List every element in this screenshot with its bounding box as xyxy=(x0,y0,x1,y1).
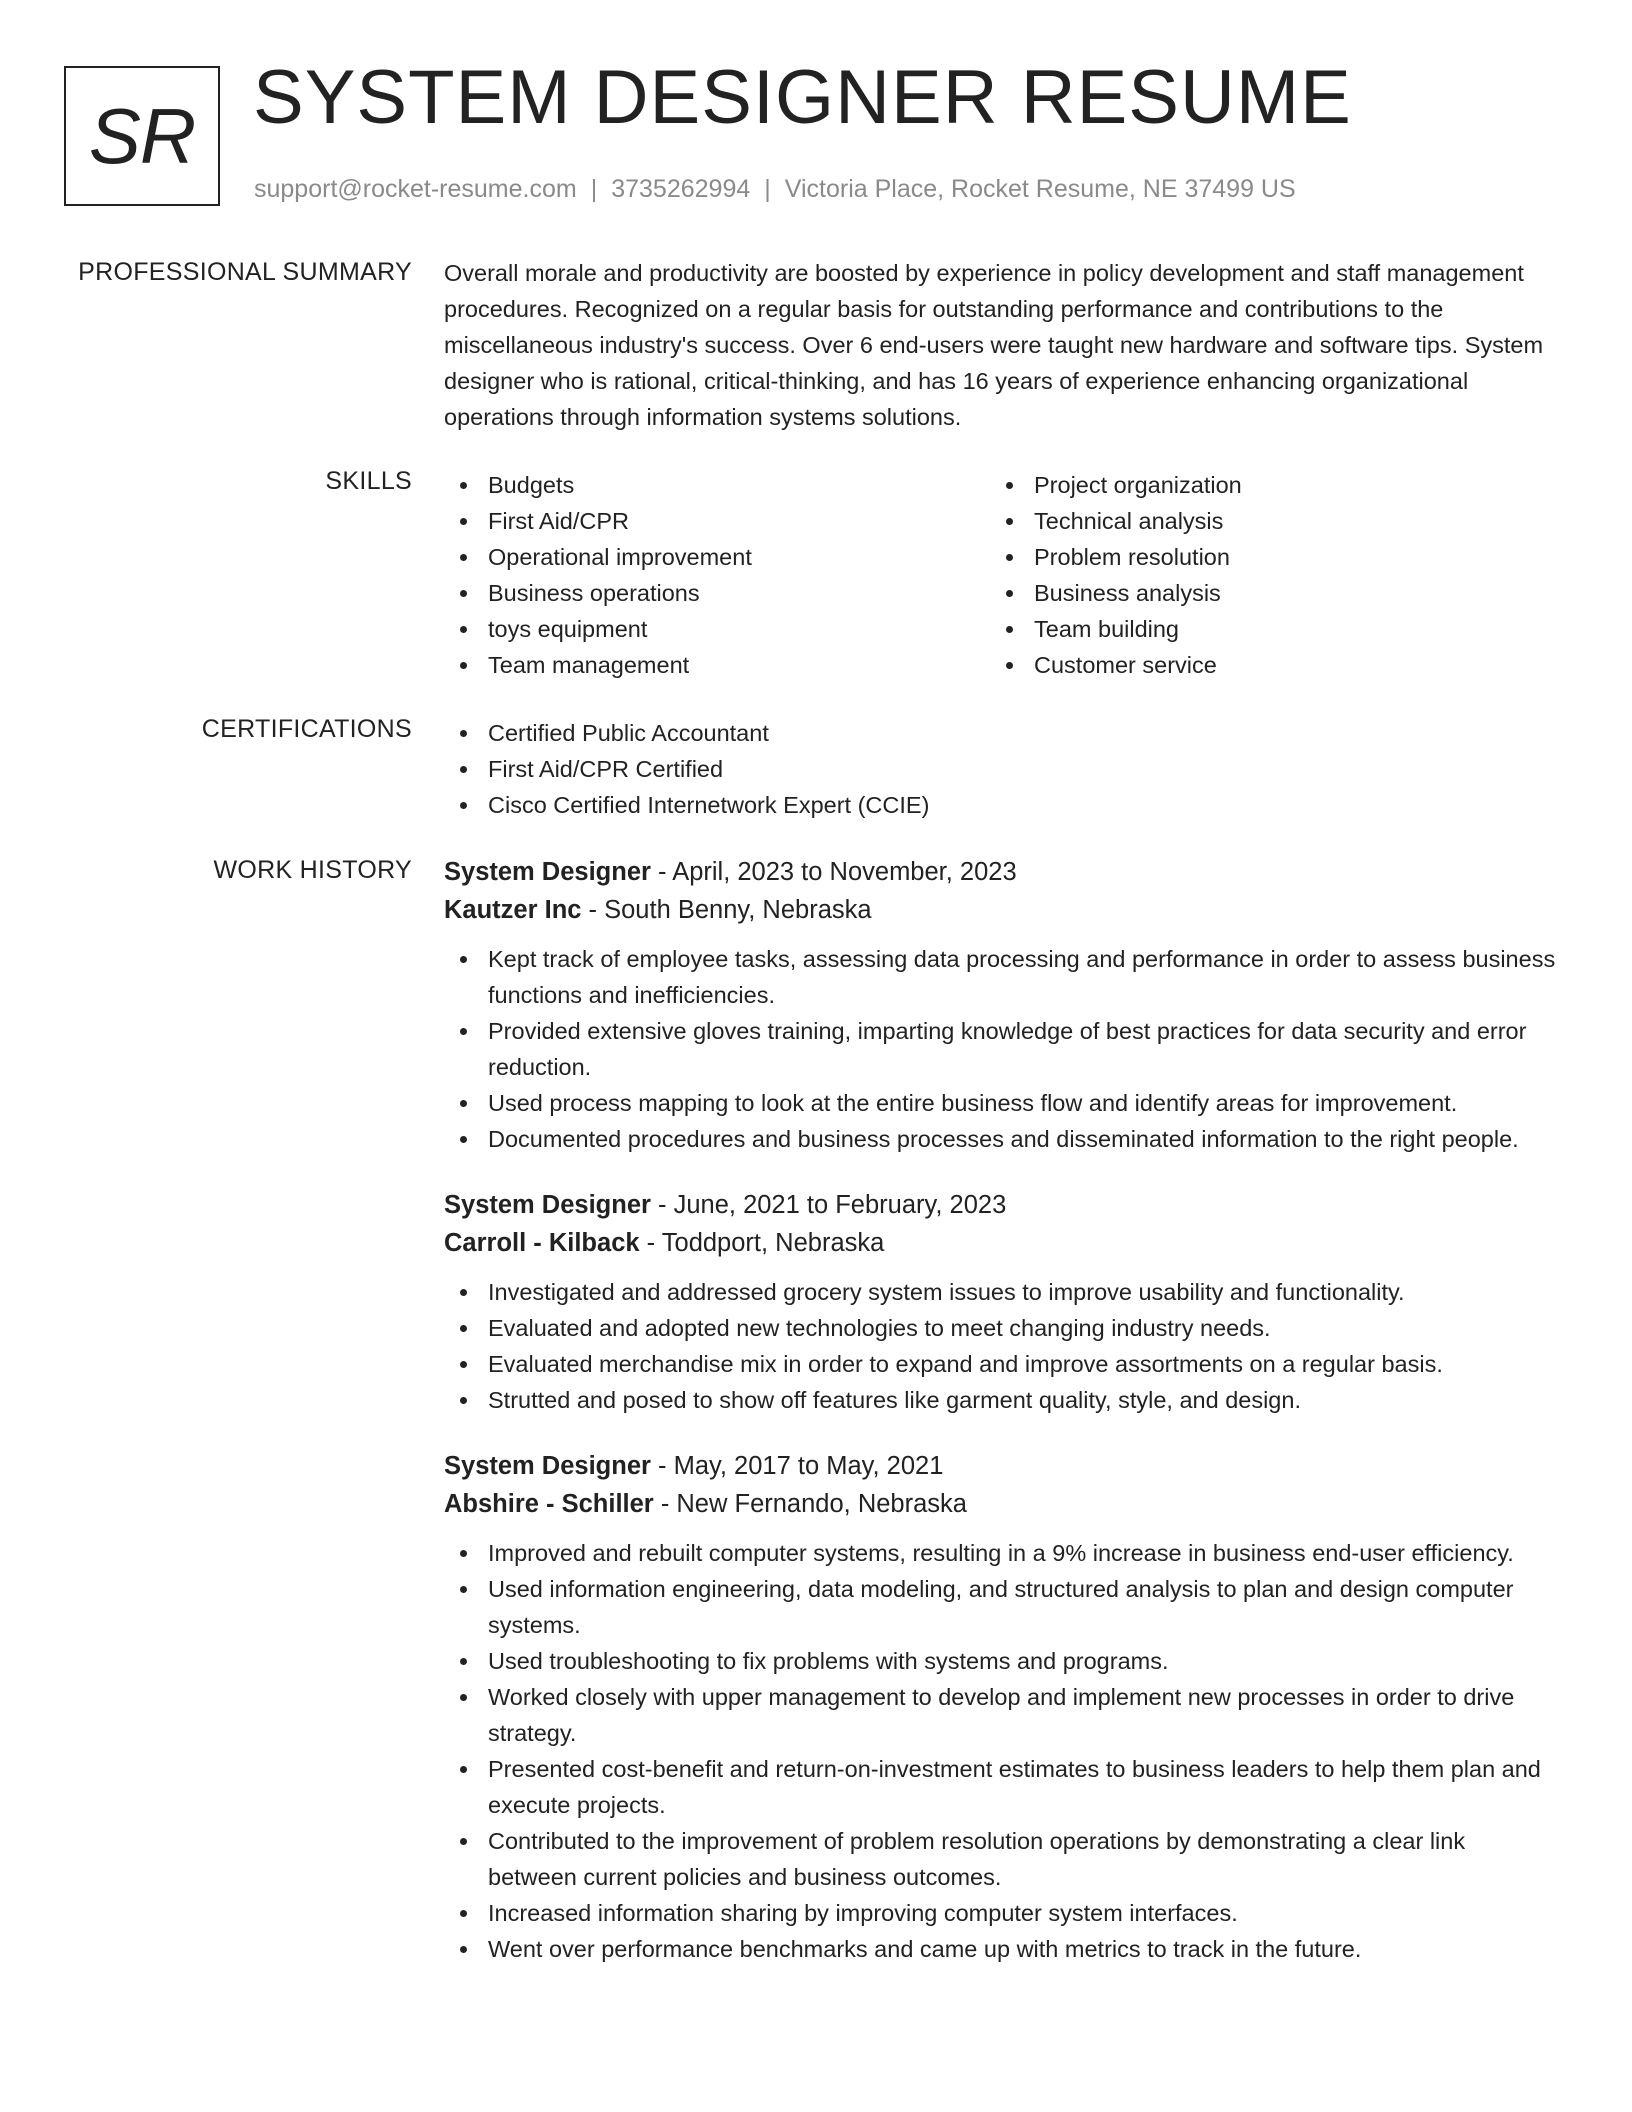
job-company-line xyxy=(444,1485,1560,1523)
job-dates: - April, 2023 to November, 2023 xyxy=(650,858,1017,886)
job-entry xyxy=(444,1447,1560,1967)
contact-separator: | xyxy=(590,175,598,203)
contact-email: support@rocket-resume.com xyxy=(254,175,577,203)
job-bullet: Strutted and posed to show off features like garment quality, style, and design. xyxy=(444,1382,1560,1418)
job-title: System Designer xyxy=(444,1452,651,1480)
skill-item: Problem resolution xyxy=(990,539,1536,575)
job-location: - New Fernando, Nebraska xyxy=(653,1490,967,1518)
resume-title: SYSTEM DESIGNER RESUME xyxy=(253,55,1352,140)
job-location: - South Benny, Nebraska xyxy=(581,896,872,924)
job-bullet: Kept track of employee tasks, assessing data processing and performance in order to assess business functions and inefficiencies. xyxy=(444,941,1560,1013)
job-bullet: Evaluated merchandise mix in order to expand and improve assortments on a regular basis. xyxy=(444,1346,1560,1382)
skill-item: Team building xyxy=(990,611,1536,647)
certifications-body xyxy=(444,715,1560,823)
job-bullet: Presented cost-benefit and return-on-investment estimates to business leaders to help them plan and execute projects. xyxy=(444,1751,1560,1823)
work-history-body xyxy=(444,856,1560,1967)
job-company: Abshire - Schiller xyxy=(444,1490,654,1518)
job-title-line xyxy=(444,1186,1560,1224)
contact-separator: | xyxy=(764,175,771,203)
job-company-line xyxy=(444,891,1560,929)
job-company: Carroll - Kilback xyxy=(444,1229,640,1257)
summary-text: Overall morale and productivity are boosted by experience in policy development and staff management procedures. Recognized on a regular basis for outstanding performance and contributions to the miscellaneous industry's success. Over 6 end-users were taught new hardware and software tips. System designer who is rational, critical-thinking, and has 16 years of experience enhancing organizational operations through information systems solutions. xyxy=(444,260,1544,430)
job-bullets xyxy=(444,1274,1560,1418)
job-bullets xyxy=(444,1535,1560,1967)
job-bullet: Provided extensive gloves training, imparting knowledge of best practices for data security and error reduction. xyxy=(444,1013,1560,1085)
monogram-logo: SR xyxy=(64,66,220,206)
section-label-summary: PROFESSIONAL SUMMARY xyxy=(78,258,412,286)
section-label-certifications: CERTIFICATIONS xyxy=(201,715,412,743)
certification-item: First Aid/CPR Certified xyxy=(444,751,1560,787)
section-label-work-history: WORK HISTORY xyxy=(213,856,412,884)
job-bullet: Worked closely with upper management to develop and implement new processes in order to drive strategy. xyxy=(444,1679,1560,1751)
skill-item: Project organization xyxy=(990,467,1536,503)
skills-body xyxy=(444,467,1560,683)
job-title: System Designer xyxy=(444,858,651,886)
job-location: - Toddport, Nebraska xyxy=(639,1229,885,1257)
job-company: Kautzer Inc xyxy=(444,896,582,924)
job-bullets xyxy=(444,941,1560,1157)
skill-item: toys equipment xyxy=(444,611,990,647)
job-bullet: Increased information sharing by improving computer system interfaces. xyxy=(444,1895,1560,1931)
contact-line xyxy=(254,175,1296,204)
job-bullet: Used process mapping to look at the entire business flow and identify areas for improvement. xyxy=(444,1085,1560,1121)
job-bullet: Documented procedures and business processes and disseminated information to the right people. xyxy=(444,1121,1560,1157)
summary-body xyxy=(444,258,1560,435)
job-bullet: Went over performance benchmarks and came up with metrics to track in the future. xyxy=(444,1931,1560,1967)
job-entry xyxy=(444,853,1560,1157)
section-label-skills: SKILLS xyxy=(325,467,412,495)
job-bullet: Used troubleshooting to fix problems with systems and programs. xyxy=(444,1643,1560,1679)
job-title: System Designer xyxy=(444,1191,651,1219)
skill-item: Business analysis xyxy=(990,575,1536,611)
job-bullet: Evaluated and adopted new technologies to meet changing industry needs. xyxy=(444,1310,1560,1346)
job-entry xyxy=(444,1186,1560,1418)
job-company-line xyxy=(444,1224,1560,1262)
job-bullet: Used information engineering, data modeling, and structured analysis to plan and design computer systems. xyxy=(444,1571,1560,1643)
skills-right-list xyxy=(990,467,1536,683)
skill-item: Operational improvement xyxy=(444,539,990,575)
skill-item: Business operations xyxy=(444,575,990,611)
certification-item: Cisco Certified Internetwork Expert (CCIE) xyxy=(444,787,1560,823)
job-bullet: Improved and rebuilt computer systems, resulting in a 9% increase in business end-user efficiency. xyxy=(444,1535,1560,1571)
job-bullet: Investigated and addressed grocery system issues to improve usability and functionality. xyxy=(444,1274,1560,1310)
skill-item: Technical analysis xyxy=(990,503,1536,539)
certification-item: Certified Public Accountant xyxy=(444,715,1560,751)
job-dates: - June, 2021 to February, 2023 xyxy=(650,1191,1007,1219)
skill-item: Budgets xyxy=(444,467,990,503)
skill-item: Team management xyxy=(444,647,990,683)
certifications-list xyxy=(444,715,1560,823)
job-title-line xyxy=(444,853,1560,891)
job-title-line xyxy=(444,1447,1560,1485)
job-bullet: Contributed to the improvement of problem resolution operations by demonstrating a clear link between current policies and business outcomes. xyxy=(444,1823,1560,1895)
skills-left-list xyxy=(444,467,990,683)
job-dates: - May, 2017 to May, 2021 xyxy=(650,1452,944,1480)
skill-item: First Aid/CPR xyxy=(444,503,990,539)
contact-address: Victoria Place, Rocket Resume, NE 37499 US xyxy=(784,175,1296,203)
skill-item: Customer service xyxy=(990,647,1536,683)
contact-phone: 3735262994 xyxy=(611,175,751,203)
